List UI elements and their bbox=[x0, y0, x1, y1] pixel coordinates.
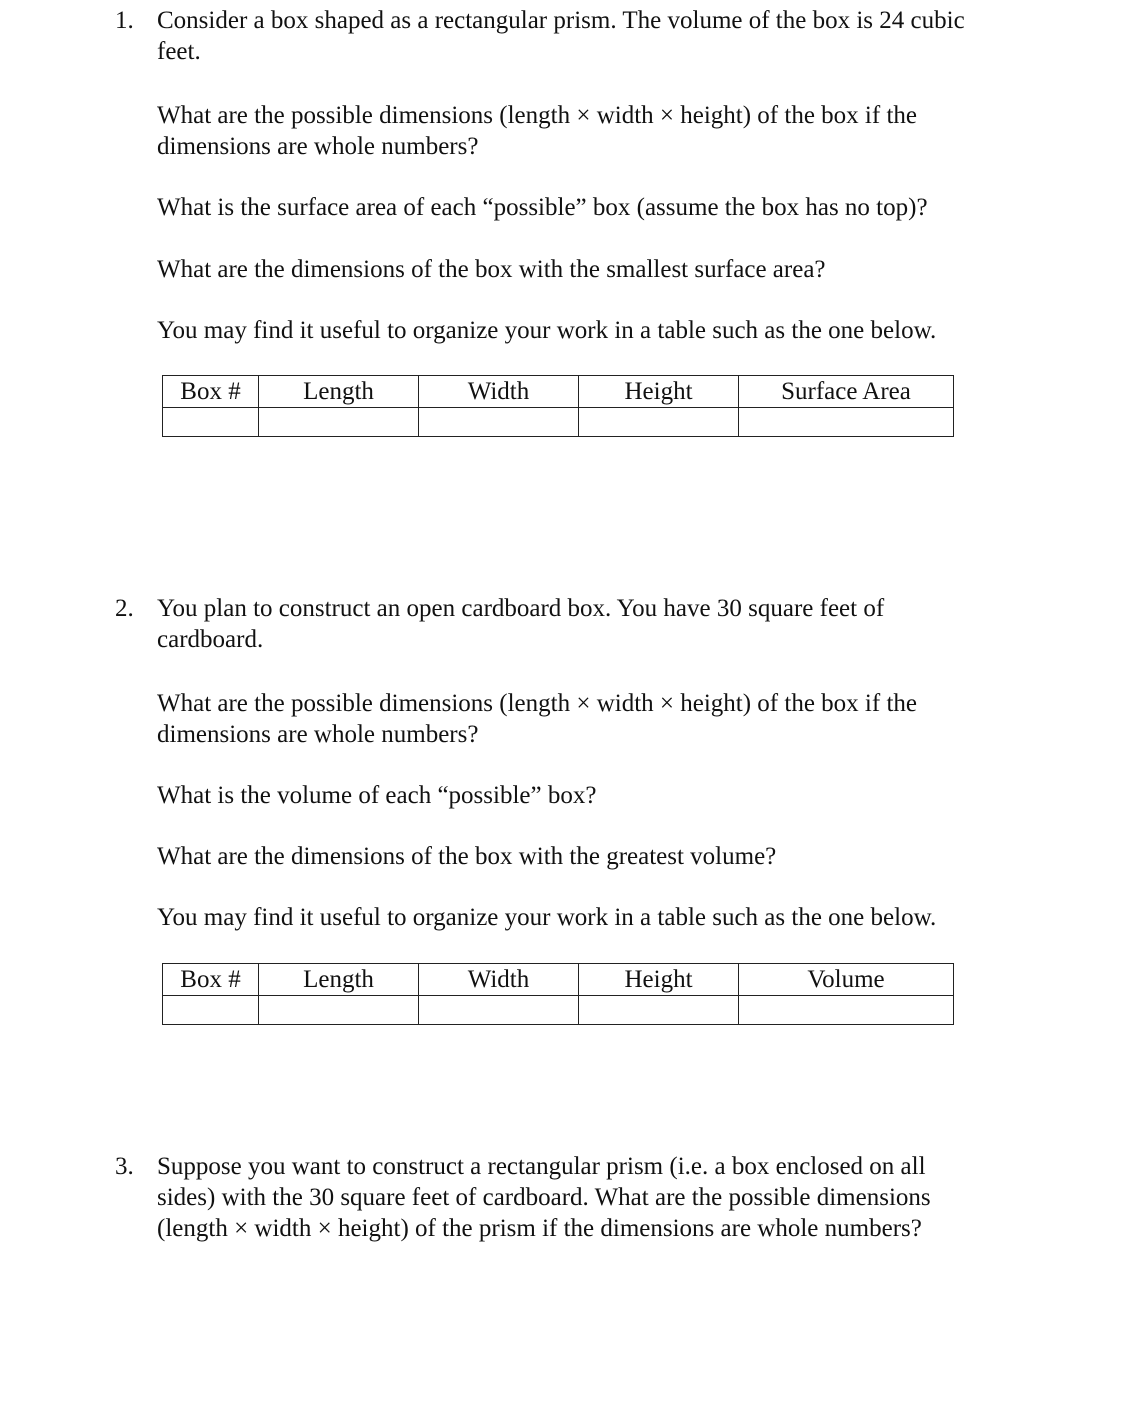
problem-statement-line: sides) with the 30 square feet of cardboard. What are the possible dimensions bbox=[157, 1184, 931, 1211]
question-dimensions-line: dimensions are whole numbers? bbox=[157, 721, 479, 748]
table-cell[interactable] bbox=[739, 996, 954, 1025]
table-hint: You may find it useful to organize your work in a table such as the one below. bbox=[157, 904, 937, 931]
table-cell[interactable] bbox=[739, 408, 954, 437]
table-cell[interactable] bbox=[419, 996, 579, 1025]
problem-statement-line: Suppose you want to construct a rectangular prism (i.e. a box enclosed on all bbox=[157, 1153, 926, 1180]
question-dimensions-line: What are the possible dimensions (length × width × height) of the box if the bbox=[157, 690, 917, 717]
problem-number: 3. bbox=[115, 1153, 134, 1180]
table-cell[interactable] bbox=[259, 408, 419, 437]
table-cell[interactable] bbox=[163, 408, 259, 437]
table-hint: You may find it useful to organize your work in a table such as the one below. bbox=[157, 317, 937, 344]
header-width: Width bbox=[419, 376, 579, 408]
question-volume: What is the volume of each “possible” box? bbox=[157, 782, 597, 809]
problem-statement-line: You plan to construct an open cardboard box. You have 30 square feet of bbox=[157, 595, 885, 622]
header-length: Length bbox=[259, 376, 419, 408]
header-height: Height bbox=[579, 376, 739, 408]
table-cell[interactable] bbox=[259, 996, 419, 1025]
table-row bbox=[163, 408, 954, 437]
problem-statement-line: (length × width × height) of the prism if the dimensions are whole numbers? bbox=[157, 1215, 922, 1242]
table-header-row bbox=[163, 964, 954, 996]
header-height: Height bbox=[579, 964, 739, 996]
header-box-number: Box # bbox=[163, 964, 259, 996]
header-surface-area: Surface Area bbox=[739, 376, 954, 408]
question-dimensions-line: dimensions are whole numbers? bbox=[157, 133, 479, 160]
work-table bbox=[162, 963, 954, 1025]
table-header-row bbox=[163, 376, 954, 408]
question-greatest-volume: What are the dimensions of the box with the greatest volume? bbox=[157, 843, 777, 870]
problem-number: 1. bbox=[115, 7, 134, 34]
table-row bbox=[163, 996, 954, 1025]
problem-statement-line: Consider a box shaped as a rectangular prism. The volume of the box is 24 cubic bbox=[157, 7, 965, 34]
work-table bbox=[162, 375, 954, 437]
header-box-number: Box # bbox=[163, 376, 259, 408]
question-surface-area: What is the surface area of each “possible” box (assume the box has no top)? bbox=[157, 194, 928, 221]
question-smallest-dimensions: What are the dimensions of the box with the smallest surface area? bbox=[157, 256, 826, 283]
table-cell[interactable] bbox=[419, 408, 579, 437]
header-width: Width bbox=[419, 964, 579, 996]
problem-number: 2. bbox=[115, 595, 134, 622]
table-cell[interactable] bbox=[163, 996, 259, 1025]
problem-statement-line: cardboard. bbox=[157, 626, 264, 653]
question-dimensions-line: What are the possible dimensions (length × width × height) of the box if the bbox=[157, 102, 917, 129]
table-cell[interactable] bbox=[579, 996, 739, 1025]
header-volume: Volume bbox=[739, 964, 954, 996]
table-cell[interactable] bbox=[579, 408, 739, 437]
problem-statement-line: feet. bbox=[157, 38, 201, 65]
header-length: Length bbox=[259, 964, 419, 996]
